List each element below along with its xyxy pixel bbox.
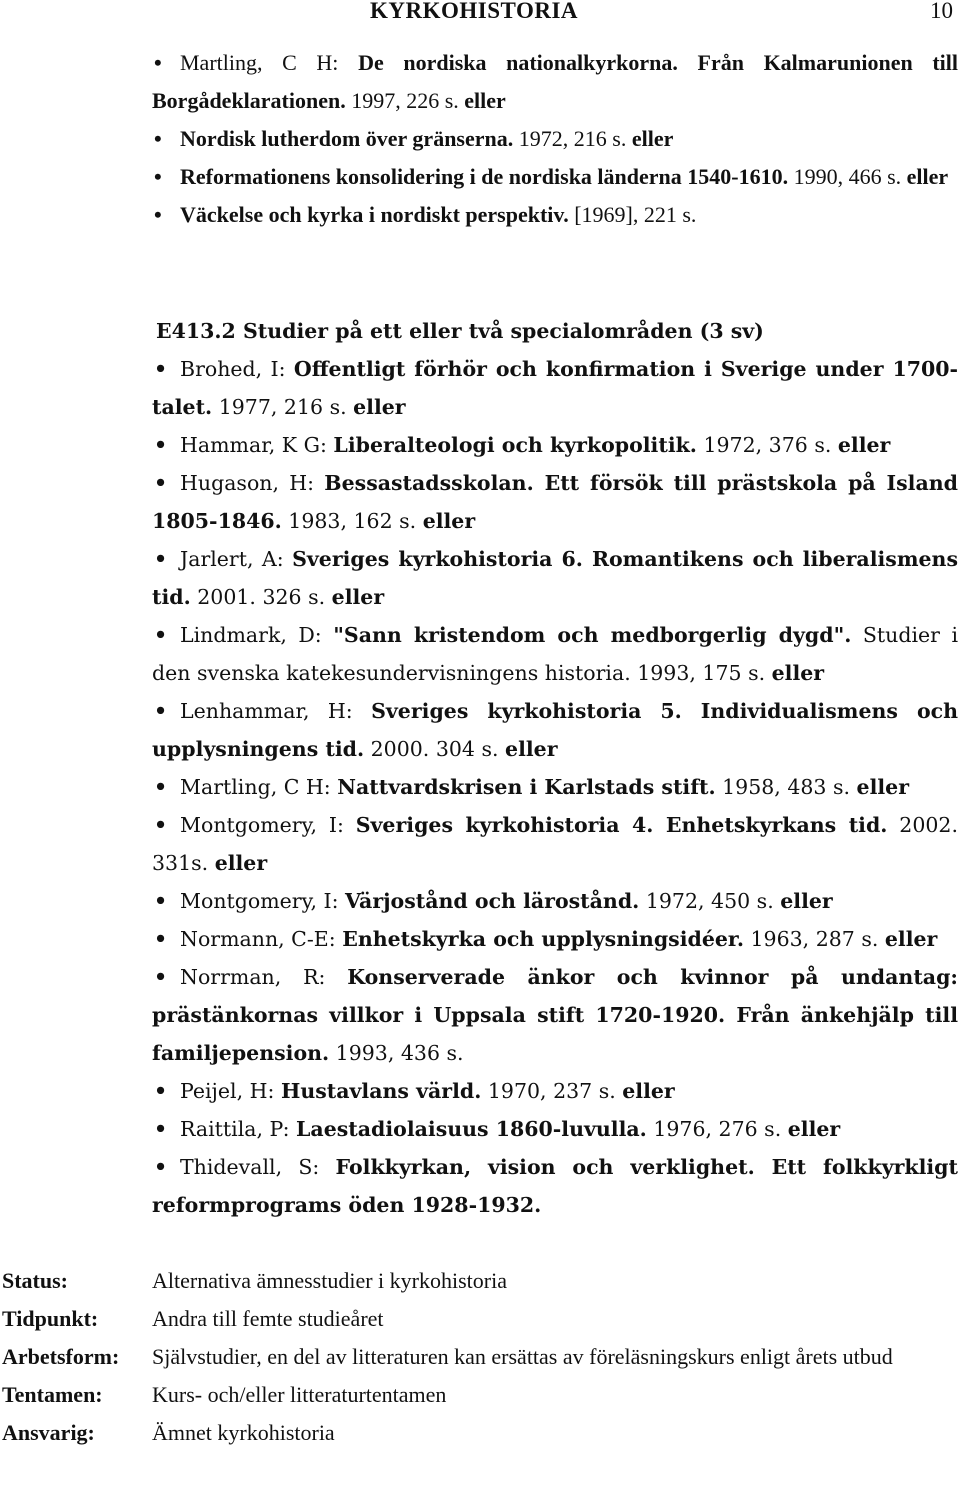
reference-author: Lindmark, D: — [180, 623, 334, 647]
reference-publication: 1977, 216 s. — [212, 395, 354, 419]
info-row-status — [2, 1262, 958, 1300]
bullet-icon: • — [154, 699, 168, 723]
info-value: Alternativa ämnesstudier i kyrkohistoria — [152, 1268, 507, 1293]
info-label: Tidpunkt: — [2, 1306, 99, 1331]
reference-publication: [1969], 221 s. — [568, 202, 697, 227]
reference-publication: 1972, 216 s. — [513, 126, 632, 151]
reference-title: Sveriges kyrkohistoria 5. Individualismens och upplysningens tid. — [152, 699, 958, 761]
reference-title: Laestadiolaisuus 1860-luvulla. — [296, 1117, 647, 1141]
reference-publication: 2000. 304 s. — [364, 737, 506, 761]
reference-conjunction: eller — [464, 88, 506, 113]
info-row-tentamen — [2, 1376, 958, 1414]
reference-conjunction: eller — [856, 775, 910, 799]
reference-author: Jarlert, A: — [180, 547, 293, 571]
info-value: Självstudier, en del av litteraturen kan ersättas av föreläsningskurs enligt årets utbud — [152, 1344, 893, 1369]
reference-author: Montgomery, I: — [180, 889, 346, 913]
reference-title: Hustavlans värld. — [280, 1079, 482, 1103]
reference-item — [152, 920, 958, 958]
reference-publication: 1976, 276 s. — [646, 1117, 788, 1141]
reference-conjunction: eller — [331, 585, 385, 609]
bullet-icon: • — [154, 126, 162, 151]
reference-publication: 1990, 466 s. — [788, 164, 907, 189]
bullet-icon: • — [154, 50, 162, 75]
reference-conjunction: eller — [906, 164, 949, 189]
bullet-icon: • — [154, 775, 168, 799]
reference-conjunction: eller — [353, 395, 406, 419]
reference-item — [152, 1072, 958, 1110]
reference-title: De nordiska nationalkyrkorna. Från Kalmarunionen till Borgådeklarationen. — [152, 50, 958, 113]
reference-list-main — [152, 312, 958, 1224]
bullet-icon: • — [154, 927, 168, 951]
course-info-table — [2, 1262, 958, 1452]
section-heading: E413.2 Studier på ett eller två specialområden (3 sv) — [156, 319, 764, 343]
reference-item — [152, 158, 958, 196]
reference-publication: 1993, 436 s. — [329, 1041, 464, 1065]
reference-item — [152, 196, 958, 234]
reference-author: Hugason, H: — [180, 471, 325, 495]
reference-conjunction: eller — [214, 851, 268, 875]
reference-conjunction: eller — [422, 509, 476, 533]
bullet-icon: • — [154, 1079, 168, 1103]
reference-title: Nordisk lutherdom över gränserna. — [180, 126, 514, 151]
reference-title: Offentligt förhör och konfirmation i Sverige under 1700-talet. — [152, 357, 959, 419]
reference-title: Folkkyrkan, vision och verklighet. Ett folkkyrkligt reformprograms öden 1928-1932. — [152, 1155, 958, 1217]
info-value: Ämnet kyrkohistoria — [152, 1420, 335, 1445]
reference-title: Värjostånd och lärostånd. — [345, 889, 640, 913]
reference-title: Bessastadsskolan. Ett försök till prästskola på Island 1805-1846. — [152, 471, 958, 533]
reference-item — [152, 616, 958, 692]
reference-item — [152, 882, 958, 920]
reference-list-top — [152, 44, 958, 234]
reference-publication: 2002. 331s. — [152, 813, 958, 875]
reference-author: Peijel, H: — [180, 1079, 281, 1103]
reference-item — [152, 426, 958, 464]
reference-conjunction: eller — [837, 433, 891, 457]
reference-author: Raittila, P: — [180, 1117, 297, 1141]
reference-title: Konserverade änkor och kvinnor på undantag: prästänkornas villkor i Uppsala stift 1720-1920. Från änkehjälp till familjepension. — [152, 965, 958, 1065]
reference-title: Enhetskyrka och upplysningsidéer. — [342, 927, 744, 951]
bullet-icon: • — [154, 164, 162, 189]
info-label: Tentamen: — [2, 1382, 103, 1407]
reference-author: Lenhammar, H: — [180, 699, 372, 723]
info-row-arbetsform — [2, 1338, 958, 1376]
reference-item — [152, 1110, 958, 1148]
bullet-icon: • — [154, 1117, 168, 1141]
reference-title: Väckelse och kyrka i nordiskt perspektiv. — [180, 202, 569, 227]
bullet-icon: • — [154, 433, 168, 457]
info-label: Ansvarig: — [2, 1420, 95, 1445]
reference-title: "Sann kristendom och medborgerlig dygd". — [333, 623, 852, 647]
reference-item — [152, 44, 958, 120]
reference-conjunction: eller — [884, 927, 938, 951]
reference-publication: 1997, 226 s. — [345, 88, 465, 113]
reference-conjunction: eller — [631, 126, 674, 151]
running-header-title: KYRKOHISTORIA — [370, 0, 579, 23]
reference-title: Reformationens konsolidering i de nordiska länderna 1540-1610. — [180, 164, 789, 189]
reference-conjunction: eller — [787, 1117, 841, 1141]
reference-publication: 1963, 287 s. — [743, 927, 885, 951]
reference-conjunction: eller — [771, 661, 825, 685]
info-label: Status: — [2, 1268, 69, 1293]
info-label: Arbetsform: — [2, 1344, 120, 1369]
reference-publication: 1970, 237 s. — [481, 1079, 623, 1103]
reference-item — [152, 958, 958, 1072]
reference-author: Martling, C H: — [180, 50, 359, 75]
reference-author: Thidevall, S: — [180, 1155, 336, 1179]
reference-item — [152, 692, 958, 768]
bullet-icon: • — [154, 357, 168, 381]
reference-item — [152, 464, 958, 540]
bullet-icon: • — [154, 471, 168, 495]
reference-title: Liberalteologi och kyrkopolitik. — [333, 433, 697, 457]
reference-author: Montgomery, I: — [180, 813, 356, 837]
bullet-icon: • — [154, 202, 162, 227]
bullet-icon: • — [154, 547, 168, 571]
reference-title: Nattvardskrisen i Karlstads stift. — [337, 775, 716, 799]
reference-item — [152, 1148, 958, 1224]
reference-publication: 2001. 326 s. — [190, 585, 332, 609]
reference-publication: 1972, 376 s. — [696, 433, 838, 457]
reference-item — [152, 540, 958, 616]
reference-publication: 1983, 162 s. — [281, 509, 423, 533]
reference-item — [152, 806, 958, 882]
reference-publication: 1972, 450 s. — [639, 889, 781, 913]
reference-author: Norrman, R: — [180, 965, 348, 989]
info-value: Kurs- och/eller litteraturtentamen — [152, 1382, 447, 1407]
bullet-icon: • — [154, 889, 168, 913]
reference-title: Sveriges kyrkohistoria 4. Enhetskyrkans tid. — [355, 813, 888, 837]
page-number: 10 — [930, 0, 953, 23]
reference-publication: Studier i den svenska katekesundervisningens historia. 1993, 175 s. — [152, 623, 959, 685]
reference-publication: 1958, 483 s. — [715, 775, 857, 799]
reference-author: Martling, C H: — [180, 775, 338, 799]
reference-author: Normann, C-E: — [180, 927, 343, 951]
page-header — [0, 0, 960, 24]
reference-title: Sveriges kyrkohistoria 6. Romantikens och liberalismens tid. — [152, 547, 958, 609]
reference-item — [152, 350, 958, 426]
reference-conjunction: eller — [505, 737, 558, 761]
reference-author: Hammar, K G: — [180, 433, 334, 457]
bullet-icon: • — [154, 965, 168, 989]
info-row-tidpunkt — [2, 1300, 958, 1338]
reference-author: Brohed, I: — [180, 357, 294, 381]
bullet-icon: • — [154, 623, 168, 647]
reference-item — [152, 768, 958, 806]
reference-conjunction: eller — [780, 889, 833, 913]
reference-item — [152, 120, 958, 158]
info-row-ansvarig — [2, 1414, 958, 1452]
bullet-icon: • — [154, 813, 168, 837]
reference-conjunction: eller — [622, 1079, 675, 1103]
info-value: Andra till femte studieåret — [152, 1306, 384, 1331]
bullet-icon: • — [154, 1155, 168, 1179]
